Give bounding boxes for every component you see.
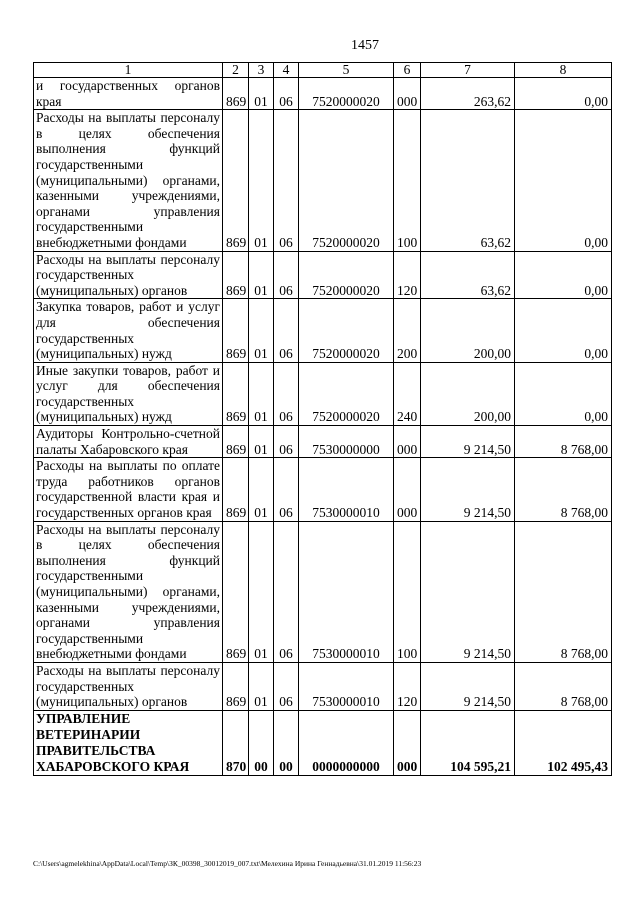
target-article-cell: 0000000000 — [299, 710, 394, 775]
header-cell: 3 — [249, 63, 274, 78]
header-cell: 2 — [223, 63, 249, 78]
subsection-cell: 06 — [274, 110, 299, 251]
table-row — [34, 426, 612, 458]
amount-2020-cell: 8 768,00 — [515, 521, 612, 662]
amount-2020-cell: 0,00 — [515, 110, 612, 251]
target-article-cell: 7520000020 — [299, 78, 394, 110]
row-name-cell: Расходы на выплаты по оплате труда работников органов государственной власти края и государственных органов края — [34, 458, 223, 521]
section-cell: 01 — [249, 251, 274, 299]
ministry-code-cell: 869 — [223, 251, 249, 299]
amount-2019-cell: 9 214,50 — [421, 426, 515, 458]
header-cell: 5 — [299, 63, 394, 78]
amount-2019-cell: 104 595,21 — [421, 710, 515, 775]
file-path-footer: C:\Users\agmelekhina\AppData\Local\Temp\ЗК_00398_30012019_007.txt\Мелехина Ирина Геннадьевна\31.01.2019 11:56:23 — [33, 859, 422, 868]
expense-type-cell: 100 — [394, 110, 421, 251]
row-name-cell: Расходы на выплаты персоналу в целях обеспечения выполнения функций государственными (муниципальными) органами, казенными учреждениями, органами управления государственными внебюджетными фондами — [34, 521, 223, 662]
ministry-code-cell: 869 — [223, 521, 249, 662]
expense-type-cell: 120 — [394, 662, 421, 710]
row-name-cell: Закупка товаров, работ и услуг для обеспечения государственных (муниципальных) нужд — [34, 299, 223, 362]
table-row — [34, 710, 612, 775]
header-cell: 6 — [394, 63, 421, 78]
amount-2019-cell: 9 214,50 — [421, 521, 515, 662]
ministry-code-cell: 869 — [223, 110, 249, 251]
table-row — [34, 458, 612, 521]
table-row — [34, 78, 612, 110]
section-cell: 01 — [249, 662, 274, 710]
amount-2020-cell: 0,00 — [515, 362, 612, 425]
subsection-cell: 00 — [274, 710, 299, 775]
section-cell: 00 — [249, 710, 274, 775]
header-cell: 8 — [515, 63, 612, 78]
table-row — [34, 251, 612, 299]
target-article-cell: 7530000010 — [299, 458, 394, 521]
target-article-cell: 7520000020 — [299, 110, 394, 251]
target-article-cell: 7530000000 — [299, 426, 394, 458]
target-article-cell: 7520000020 — [299, 251, 394, 299]
subsection-cell: 06 — [274, 299, 299, 362]
table-body — [34, 78, 612, 776]
subsection-cell: 06 — [274, 251, 299, 299]
expense-type-cell: 200 — [394, 299, 421, 362]
amount-2020-cell: 0,00 — [515, 251, 612, 299]
subsection-cell: 06 — [274, 362, 299, 425]
amount-2020-cell: 8 768,00 — [515, 662, 612, 710]
amount-2020-cell: 8 768,00 — [515, 426, 612, 458]
row-name-cell: Расходы на выплаты персоналу государственных (муниципальных) органов — [34, 251, 223, 299]
ministry-code-cell: 870 — [223, 710, 249, 775]
expense-type-cell: 000 — [394, 710, 421, 775]
section-cell: 01 — [249, 299, 274, 362]
amount-2019-cell: 63,62 — [421, 251, 515, 299]
row-name-cell: Расходы на выплаты персоналу в целях обеспечения выполнения функций государственными (муниципальными) органами, казенными учреждениями, органами управления государственными внебюджетными фондами — [34, 110, 223, 251]
amount-2019-cell: 63,62 — [421, 110, 515, 251]
subsection-cell: 06 — [274, 521, 299, 662]
amount-2019-cell: 200,00 — [421, 362, 515, 425]
amount-2020-cell: 0,00 — [515, 78, 612, 110]
section-cell: 01 — [249, 362, 274, 425]
amount-2020-cell: 102 495,43 — [515, 710, 612, 775]
target-article-cell: 7530000010 — [299, 521, 394, 662]
table-row — [34, 362, 612, 425]
target-article-cell: 7520000020 — [299, 362, 394, 425]
header-cell: 4 — [274, 63, 299, 78]
ministry-code-cell: 869 — [223, 78, 249, 110]
ministry-code-cell: 869 — [223, 458, 249, 521]
section-cell: 01 — [249, 521, 274, 662]
ministry-code-cell: 869 — [223, 299, 249, 362]
row-name-cell: УПРАВЛЕНИЕ ВЕТЕРИНАРИИ ПРАВИТЕЛЬСТВА ХАБАРОВСКОГО КРАЯ — [34, 710, 223, 775]
ministry-code-cell: 869 — [223, 662, 249, 710]
row-name-cell: Аудиторы Контрольно-счетной палаты Хабаровского края — [34, 426, 223, 458]
section-cell: 01 — [249, 110, 274, 251]
expense-type-cell: 000 — [394, 458, 421, 521]
header-row — [34, 63, 612, 78]
row-name-cell: и государственных органов края — [34, 78, 223, 110]
row-name-cell: Иные закупки товаров, работ и услуг для обеспечения государственных (муниципальных) нужд — [34, 362, 223, 425]
amount-2019-cell: 9 214,50 — [421, 458, 515, 521]
amount-2019-cell: 263,62 — [421, 78, 515, 110]
subsection-cell: 06 — [274, 426, 299, 458]
target-article-cell: 7530000010 — [299, 662, 394, 710]
expense-type-cell: 120 — [394, 251, 421, 299]
row-name-cell: Расходы на выплаты персоналу государственных (муниципальных) органов — [34, 662, 223, 710]
expense-type-cell: 100 — [394, 521, 421, 662]
section-cell: 01 — [249, 78, 274, 110]
table-row — [34, 299, 612, 362]
section-cell: 01 — [249, 458, 274, 521]
header-cell: 7 — [421, 63, 515, 78]
target-article-cell: 7520000020 — [299, 299, 394, 362]
subsection-cell: 06 — [274, 78, 299, 110]
table-row — [34, 521, 612, 662]
amount-2020-cell: 8 768,00 — [515, 458, 612, 521]
amount-2019-cell: 200,00 — [421, 299, 515, 362]
expense-type-cell: 000 — [394, 78, 421, 110]
table-row — [34, 110, 612, 251]
amount-2020-cell: 0,00 — [515, 299, 612, 362]
subsection-cell: 06 — [274, 662, 299, 710]
amount-2019-cell: 9 214,50 — [421, 662, 515, 710]
table-row — [34, 662, 612, 710]
expense-type-cell: 000 — [394, 426, 421, 458]
budget-table — [33, 62, 612, 776]
subsection-cell: 06 — [274, 458, 299, 521]
ministry-code-cell: 869 — [223, 426, 249, 458]
expense-type-cell: 240 — [394, 362, 421, 425]
header-cell: 1 — [34, 63, 223, 78]
page-number: 1457 — [351, 38, 379, 53]
section-cell: 01 — [249, 426, 274, 458]
ministry-code-cell: 869 — [223, 362, 249, 425]
